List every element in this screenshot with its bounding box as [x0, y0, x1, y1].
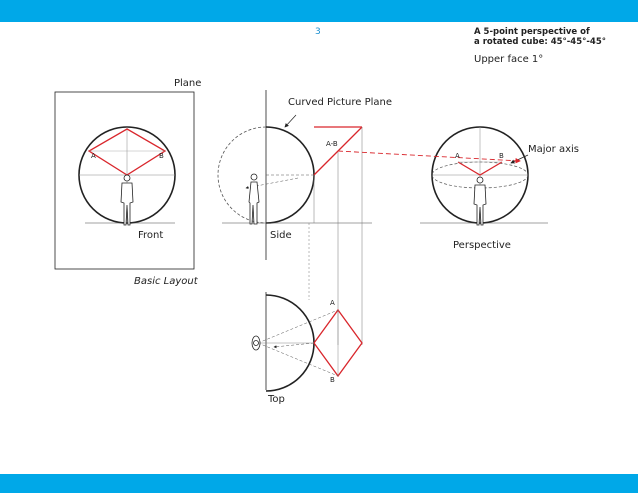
- curved-picture-plane-label: Curved Picture Plane: [288, 97, 393, 108]
- top-view: [252, 292, 362, 391]
- perspective-view: [420, 127, 548, 225]
- basic-layout-caption: Basic Layout: [134, 276, 198, 287]
- red-projection-line: [338, 151, 520, 161]
- side-label: Side: [270, 230, 292, 241]
- title-line-1: A 5-point perspective of: [474, 27, 590, 37]
- subtitle: Upper face 1°: [474, 54, 544, 65]
- front-point-b: B: [159, 152, 164, 160]
- front-view: [55, 92, 194, 269]
- side-view: [218, 90, 372, 345]
- top-point-a: A: [330, 299, 335, 307]
- page-number: 3: [315, 27, 321, 37]
- front-frame: [55, 92, 194, 269]
- persp-point-b: B: [499, 152, 504, 160]
- perspective-label: Perspective: [453, 240, 511, 251]
- title-line-2: a rotated cube: 45°-45°-45°: [474, 37, 606, 47]
- top-label: Top: [268, 394, 285, 405]
- top-ray-arrow: [274, 343, 314, 347]
- major-axis-label: Major axis: [528, 144, 579, 155]
- persp-point-a: A: [455, 152, 460, 160]
- side-human-figure: [249, 174, 259, 224]
- top-point-b: B: [330, 376, 335, 384]
- side-semicircle-dashed: [218, 127, 266, 223]
- front-label: Front: [138, 230, 164, 241]
- top-human-figure: [252, 336, 260, 350]
- front-point-a: A: [91, 152, 96, 160]
- curved-plane-pointer: [285, 115, 296, 127]
- plane-label: Plane: [174, 78, 202, 89]
- side-point-ab: A-B: [326, 140, 338, 148]
